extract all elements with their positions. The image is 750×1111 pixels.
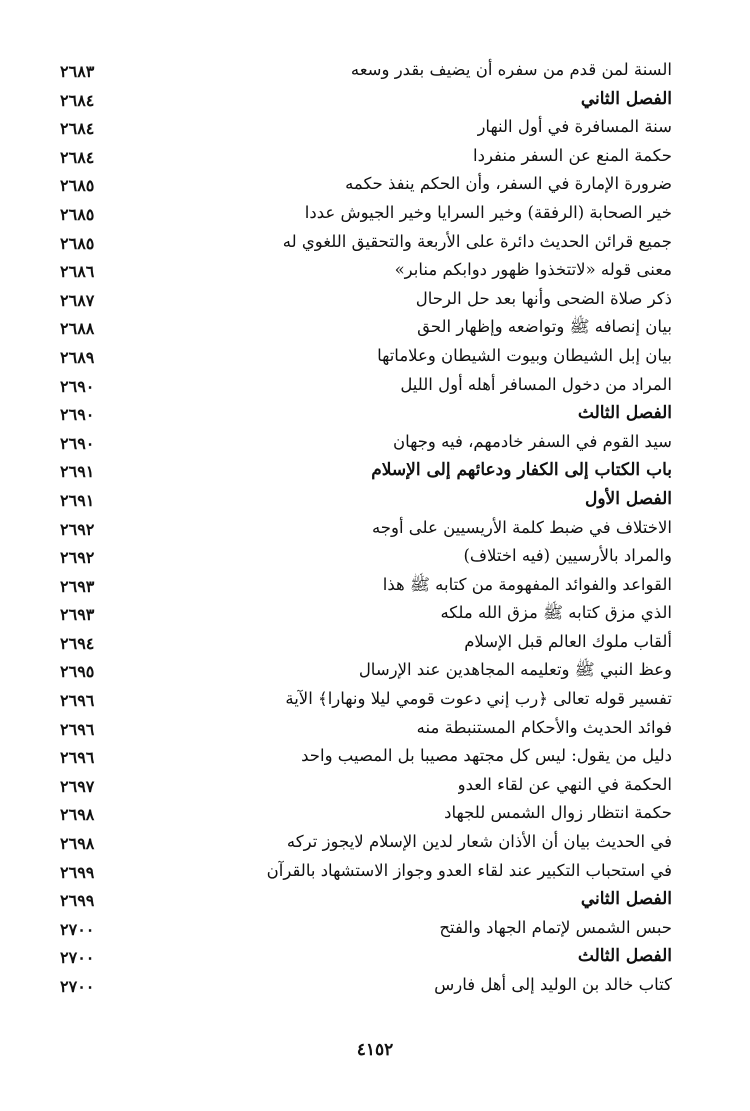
toc-page-number: ٢٦٩٦ xyxy=(60,691,95,711)
toc-page-number: ٢٦٩٦ xyxy=(60,748,95,768)
toc-page-number: ٢٦٩٧ xyxy=(60,776,95,796)
toc-page-number: ٢٦٨٦ xyxy=(60,262,95,282)
toc-heading-title: الفصل الثاني xyxy=(580,88,672,109)
toc-entry-title: بيان إبل الشيطان وبيوت الشيطان وعلاماتها xyxy=(377,345,672,365)
toc-entry-title: والمراد بالأرسيين (فيه اختلاف) xyxy=(463,546,672,566)
toc-entry-title: وعظ النبي ﷺ وتعليمه المجاهدين عند الإرسال xyxy=(358,660,672,680)
toc-entry-row xyxy=(0,142,750,171)
toc-page-number: ٢٦٩٩ xyxy=(60,862,95,882)
toc-page-number: ٢٦٨٧ xyxy=(60,290,95,310)
toc-entry-title: ألقاب ملوك العالم قبل الإسلام xyxy=(464,631,672,651)
toc-entry-title: في الحديث بيان أن الأذان شعار لدين الإسلام لايجوز تركه xyxy=(286,832,672,852)
toc-entry-row xyxy=(0,599,750,628)
toc-heading-title: الفصل الثالث xyxy=(577,946,672,967)
toc-entry-row xyxy=(0,428,750,457)
toc-entry-row xyxy=(0,313,750,342)
toc-heading-row xyxy=(0,85,750,114)
toc-page-number: ٢٦٨٤ xyxy=(60,147,95,167)
toc-entry-row xyxy=(0,571,750,600)
toc-page-number: ٢٦٩٩ xyxy=(60,891,95,911)
toc-page-number: ٢٦٨٥ xyxy=(60,176,95,196)
toc-page-number: ٢٧٠٠ xyxy=(60,919,95,939)
toc-page-number: ٢٦٨٨ xyxy=(60,319,95,339)
toc-entry-row xyxy=(0,628,750,657)
toc-heading-title: الفصل الأول xyxy=(584,488,672,509)
toc-entry-title: فوائد الحديث والأحكام المستنبطة منه xyxy=(416,717,672,737)
toc-page-number: ٢٧٠٠ xyxy=(60,977,95,996)
toc-entry-row xyxy=(0,742,750,771)
toc-entry-title: حكمة المنع عن السفر منفردا xyxy=(473,145,672,165)
toc-entry-row xyxy=(0,56,750,85)
toc-page-number: ٢٦٩٨ xyxy=(60,834,95,854)
toc-entry-title: السنة لمن قدم من سفره أن يضيف بقدر وسعه xyxy=(350,60,672,79)
toc-page-number: ٢٦٨٥ xyxy=(60,204,95,224)
toc-entry-title: في استحباب التكبير عند لقاء العدو وجواز الاستشهاد بالقرآن xyxy=(266,860,672,880)
toc-page-number: ٢٧٠٠ xyxy=(60,948,95,968)
toc-heading-row xyxy=(0,399,750,428)
toc-entry-title: خير الصحابة (الرفقة) وخير السرايا وخير الجيوش عددا xyxy=(304,202,672,222)
toc-heading-title: باب الكتاب إلى الكفار ودعائهم إلى الإسلام xyxy=(371,460,672,481)
toc-entry-title: حكمة انتظار زوال الشمس للجهاد xyxy=(444,803,672,823)
toc-heading-row xyxy=(0,485,750,514)
toc-entry-title: سيد القوم في السفر خادمهم، فيه وجهان xyxy=(392,431,672,451)
toc-entry-row xyxy=(0,371,750,400)
toc-entry-title: سنة المسافرة في أول النهار xyxy=(477,117,672,137)
toc-page-number: ٢٦٩٢ xyxy=(60,519,95,539)
toc-entry-row xyxy=(0,285,750,314)
toc-page-number: ٢٦٩٠ xyxy=(60,405,95,425)
toc-entry-row xyxy=(0,542,750,571)
toc-entry-title: ضرورة الإمارة في السفر، وأن الحكم ينفذ حكمه xyxy=(345,174,672,194)
toc-entry-title: جميع قرائن الحديث دائرة على الأربعة والتحقيق اللغوي له xyxy=(282,231,672,251)
toc-heading-row xyxy=(0,885,750,914)
toc-heading-title: الفصل الثاني xyxy=(580,889,672,910)
page-number: ٤١٥٢ xyxy=(356,1040,394,1060)
toc-entry-row xyxy=(0,799,750,828)
toc-page-number: ٢٦٩١ xyxy=(60,462,95,482)
toc-page-number: ٢٦٨٣ xyxy=(60,62,95,81)
toc-page-number: ٢٦٩٢ xyxy=(60,548,95,568)
toc-entry-title: تفسير قوله تعالى ﴿رب إني دعوت قومي ليلا ونهارا﴾ الآية xyxy=(285,689,672,709)
toc-page-number: ٢٦٩٥ xyxy=(60,662,95,682)
toc-page-number: ٢٦٩٠ xyxy=(60,376,95,396)
toc-page-number: ٢٦٩٨ xyxy=(60,805,95,825)
toc-page-number: ٢٦٨٤ xyxy=(60,90,95,110)
toc-entry-row xyxy=(0,685,750,714)
toc-entry-row xyxy=(0,342,750,371)
toc-entry-title: الاختلاف في ضبط كلمة الأريسيين على أوجه xyxy=(371,517,672,537)
toc-entry-row xyxy=(0,714,750,743)
toc-entry-row xyxy=(0,256,750,285)
toc-page-number: ٢٦٨٤ xyxy=(60,119,95,139)
toc-entry-title: معنى قوله «لاتتخذوا ظهور دوابكم منابر» xyxy=(394,260,672,280)
toc-entry-row xyxy=(0,199,750,228)
toc-entry-row xyxy=(0,228,750,257)
toc-entry-row xyxy=(0,514,750,543)
toc-entry-title: ذكر صلاة الضحى وأنها بعد حل الرحال xyxy=(415,288,672,308)
toc-entry-title: دليل من يقول: ليس كل مجتهد مصيبا بل المصيب واحد xyxy=(301,746,672,766)
toc-entry-title: المراد من دخول المسافر أهله أول الليل xyxy=(400,374,672,394)
toc-heading-row xyxy=(0,942,750,971)
toc-page-number: ٢٦٩١ xyxy=(60,490,95,510)
toc-page-number: ٢٦٩٦ xyxy=(60,719,95,739)
toc-page-number: ٢٦٩٣ xyxy=(60,576,95,596)
table-of-contents xyxy=(0,56,750,1000)
toc-entry-title: الحكمة في النهي عن لقاء العدو xyxy=(457,774,672,794)
toc-entry-row xyxy=(0,828,750,857)
toc-page-number: ٢٦٨٥ xyxy=(60,233,95,253)
toc-page-number: ٢٦٩٤ xyxy=(60,633,95,653)
toc-entry-row xyxy=(0,656,750,685)
toc-page-number: ٢٦٨٩ xyxy=(60,347,95,367)
toc-entry-row xyxy=(0,914,750,943)
toc-page-number: ٢٦٩٣ xyxy=(60,605,95,625)
toc-entry-title: الذي مزق كتابه ﷺ مزق الله ملكه xyxy=(440,603,672,623)
toc-entry-title: بيان إنصافه ﷺ وتواضعه وإظهار الحق xyxy=(417,317,672,337)
toc-entry-row xyxy=(0,113,750,142)
toc-entry-row xyxy=(0,170,750,199)
toc-entry-title: كتاب خالد بن الوليد إلى أهل فارس xyxy=(434,975,672,994)
toc-entry-row xyxy=(0,857,750,886)
toc-entry-title: القواعد والفوائد المفهومة من كتابه ﷺ هذا xyxy=(382,574,672,594)
toc-entry-row xyxy=(0,971,750,1000)
toc-heading-title: الفصل الثالث xyxy=(577,403,672,424)
toc-entry-title: حبس الشمس لإتمام الجهاد والفتح xyxy=(439,917,672,937)
toc-heading-row xyxy=(0,456,750,485)
toc-page-number: ٢٦٩٠ xyxy=(60,433,95,453)
toc-entry-row xyxy=(0,771,750,800)
